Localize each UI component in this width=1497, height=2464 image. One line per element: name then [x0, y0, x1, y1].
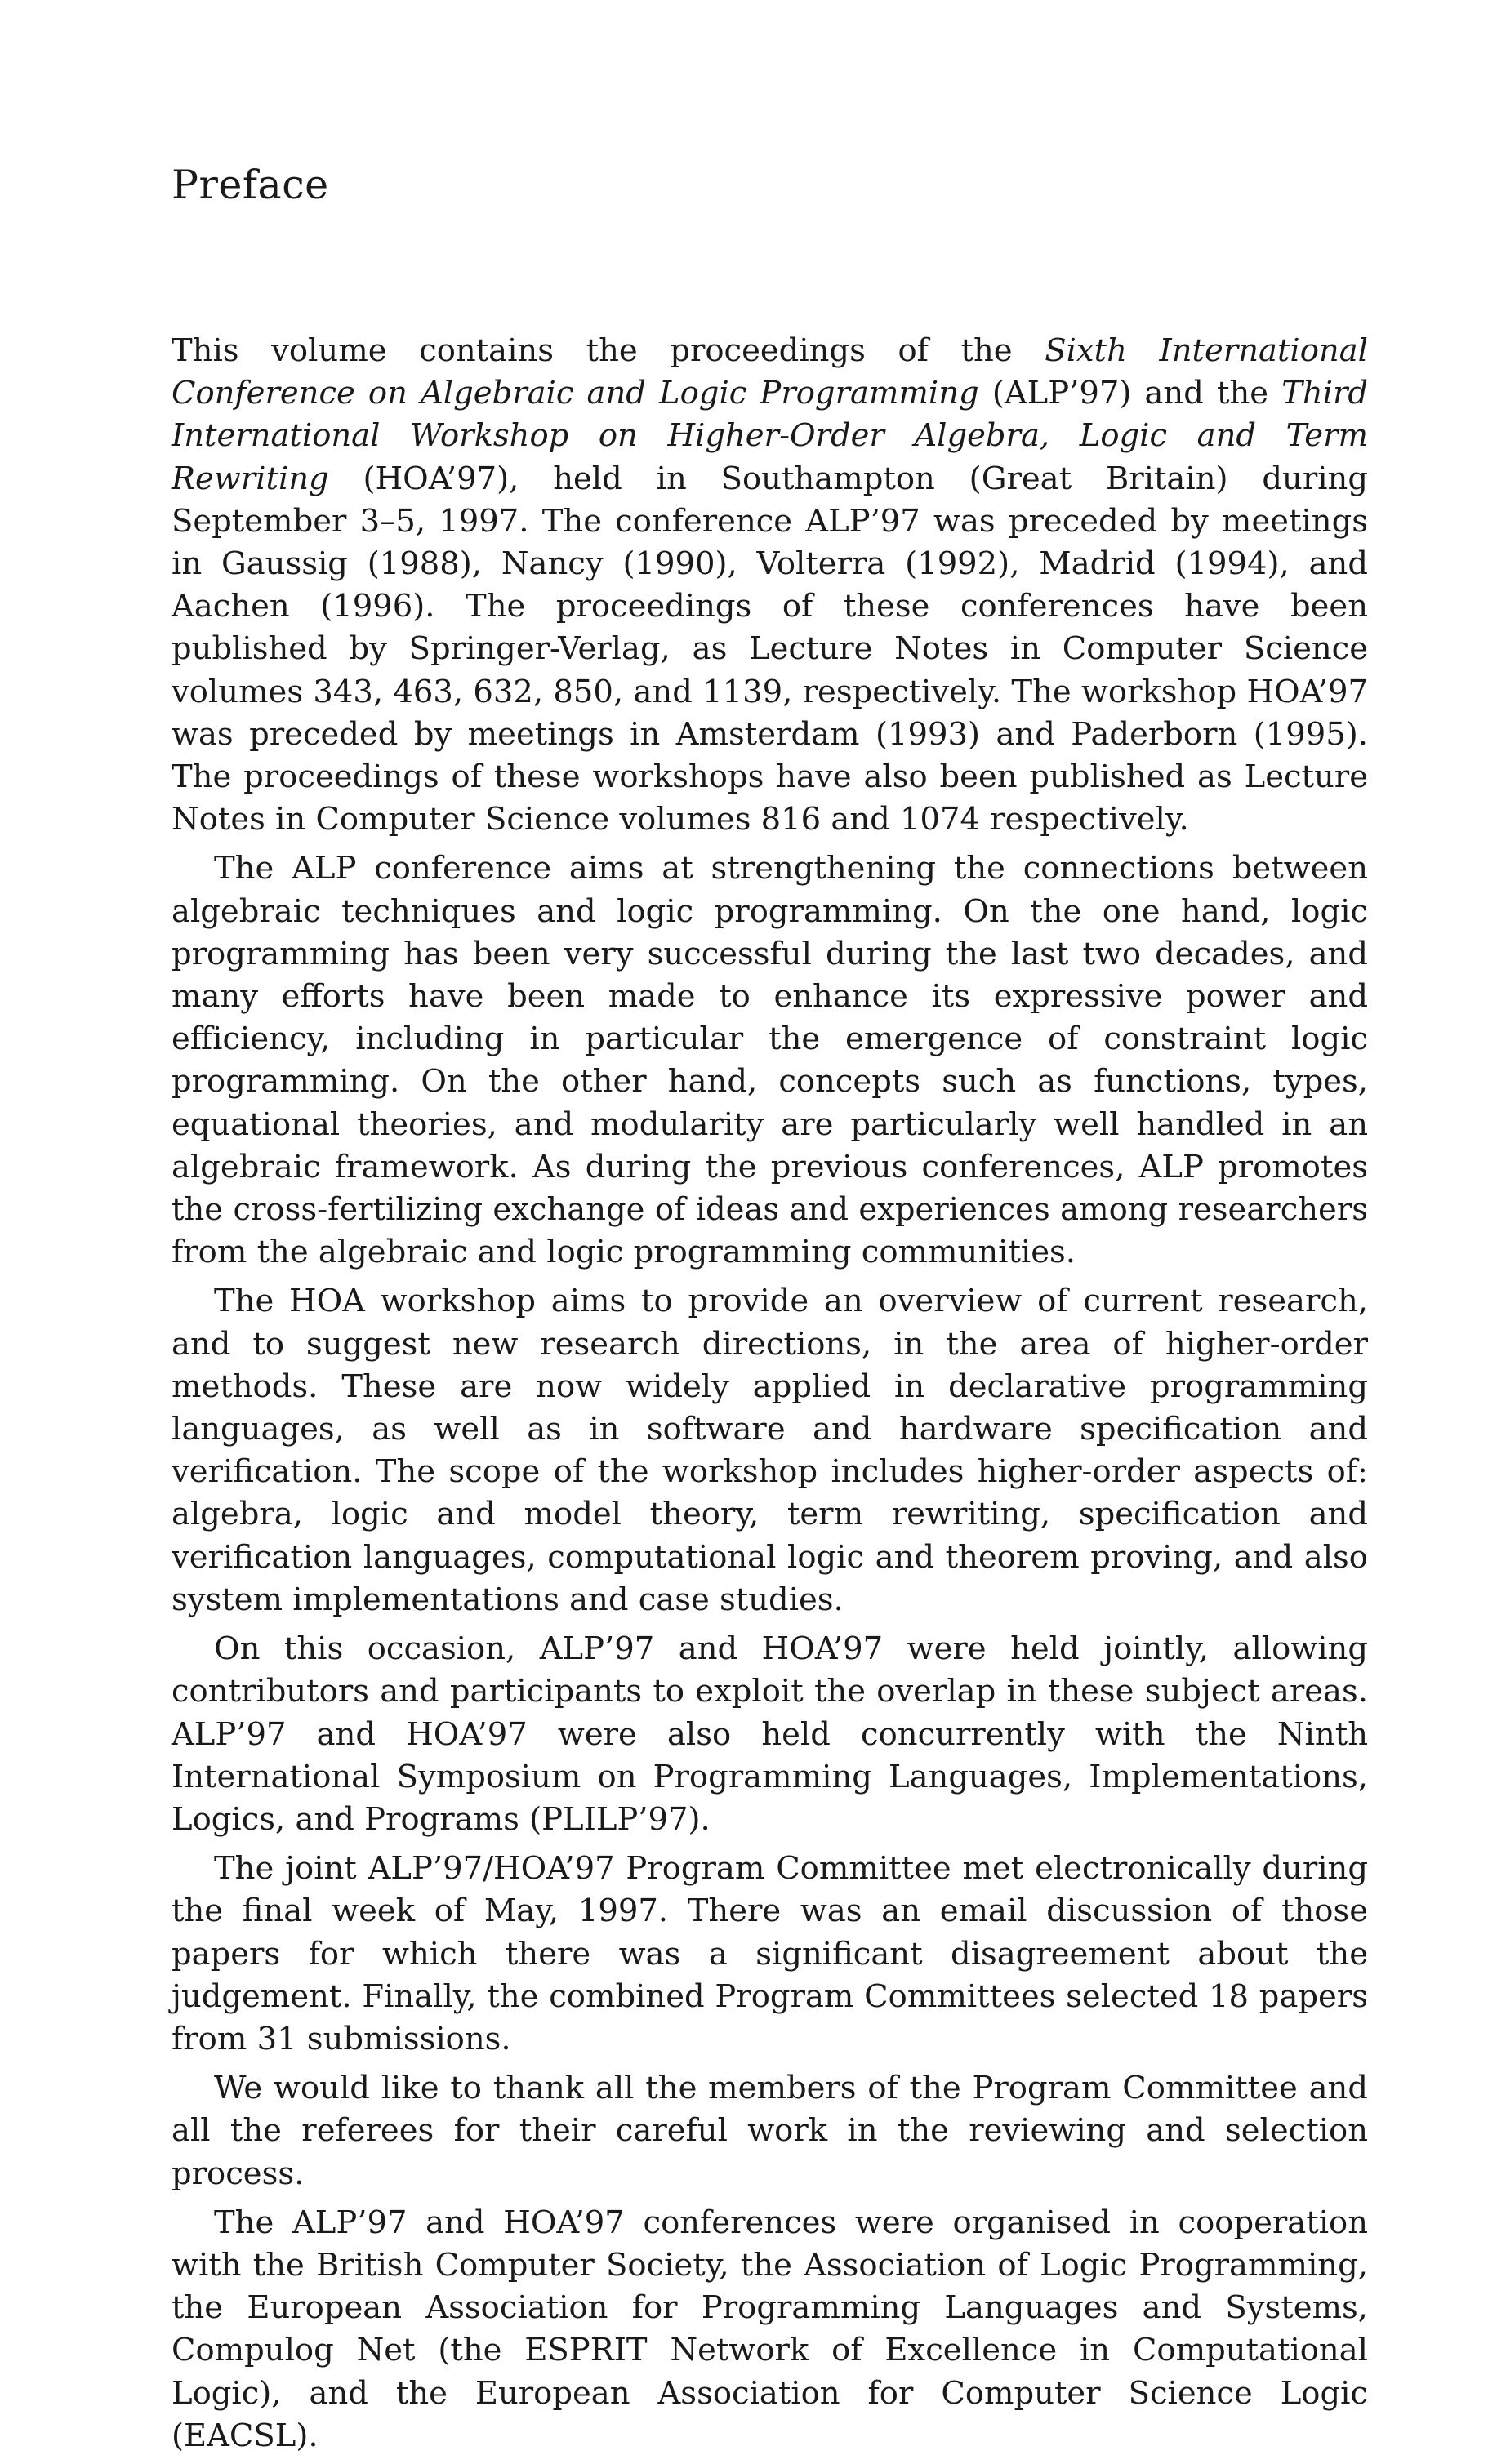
preface-body [172, 330, 1368, 2464]
paragraph-1-part-1: This volume contains the proceedings of the [172, 332, 1045, 369]
paragraph-4: On this occasion, ALP’97 and HOA’97 were held jointly, allowing contributors and participants to exploit the overlap in these subject areas. ALP’97 and HOA’97 were also held concurrently with the Ninth International Symposium on Programming Languages, Implementations, Logics, and Programs (PLILP’97). [172, 1630, 1368, 1838]
paragraph-7: The ALP’97 and HOA’97 conferences were organised in cooperation with the British Computer Society, the Association of Logic Programming, the European Association for Programming Languages and Systems, Compulog Net (the ESPRIT Network of Excellence in Computational Logic), and the European Association for Computer Science Logic (EACSL). [172, 2204, 1368, 2454]
paragraph-1-part-3: (ALP’97) and the [978, 375, 1282, 412]
paragraph-2: The ALP conference aims at strengthening the connections between algebraic techniques and logic programming. On the one hand, logic programming has been very successful during the last two decades, and many efforts have been made to enhance its expressive power and efficiency, including in particular the emergence of constraint logic programming. On the other hand, concepts such as functions, types, equational theories, and modularity are particularly well handled in an algebraic framework. As during the previous conferences, ALP promotes the cross-fertilizing exchange of ideas and experiences among researchers from the algebraic and logic programming communities. [172, 850, 1368, 1271]
conference-title: Sixth International Conference on Algebraic and Logic Programming [172, 332, 1368, 412]
paragraph-5: The joint ALP’97/HOA’97 Program Committee met electronically during the final week of May, 1997. There was an email discussion of those papers for which there was a significant disagreement about the judgement. Finally, the combined Program Committees selected 18 papers from 31 submissions. [172, 1850, 1368, 2057]
page-title: Preface [172, 162, 329, 208]
workshop-title: Third International Workshop on Higher-Order Algebra, Logic and Term Rewriting [172, 375, 1368, 497]
paragraph-1-part-5: (HOA’97), held in Southampton (Great Britain) during September 3–5, 1997. The conference ALP’97 was preceded by meetings in Gaussig (1988), Nancy (1990), Volterra (1992), Madrid (1994), and Aachen (1996). The proceedings of these conferences have been published by Springer-Verlag, as Lecture Notes in Computer Science volumes 343, 463, 632, 850, and 1139, respectively. The workshop HOA’97 was preceded by meetings in Amsterdam (1993) and Paderborn (1995). The proceedings of these workshops have also been published as Lecture Notes in Computer Science volumes 816 and 1074 respectively. [172, 460, 1368, 838]
paragraph-1 [172, 330, 1368, 841]
paragraph-6: We would like to thank all the members of the Program Committee and all the referees for their careful work in the reviewing and selection process. [172, 2070, 1368, 2192]
paragraph-3: The HOA workshop aims to provide an overview of current research, and to suggest new research directions, in the area of higher-order methods. These are now widely applied in declarative programming languages, as well as in software and hardware specification and verification. The scope of the workshop includes higher-order aspects of: algebra, logic and model theory, term rewriting, specification and verification languages, computational logic and theorem proving, and also system implementations and case studies. [172, 1283, 1368, 1618]
